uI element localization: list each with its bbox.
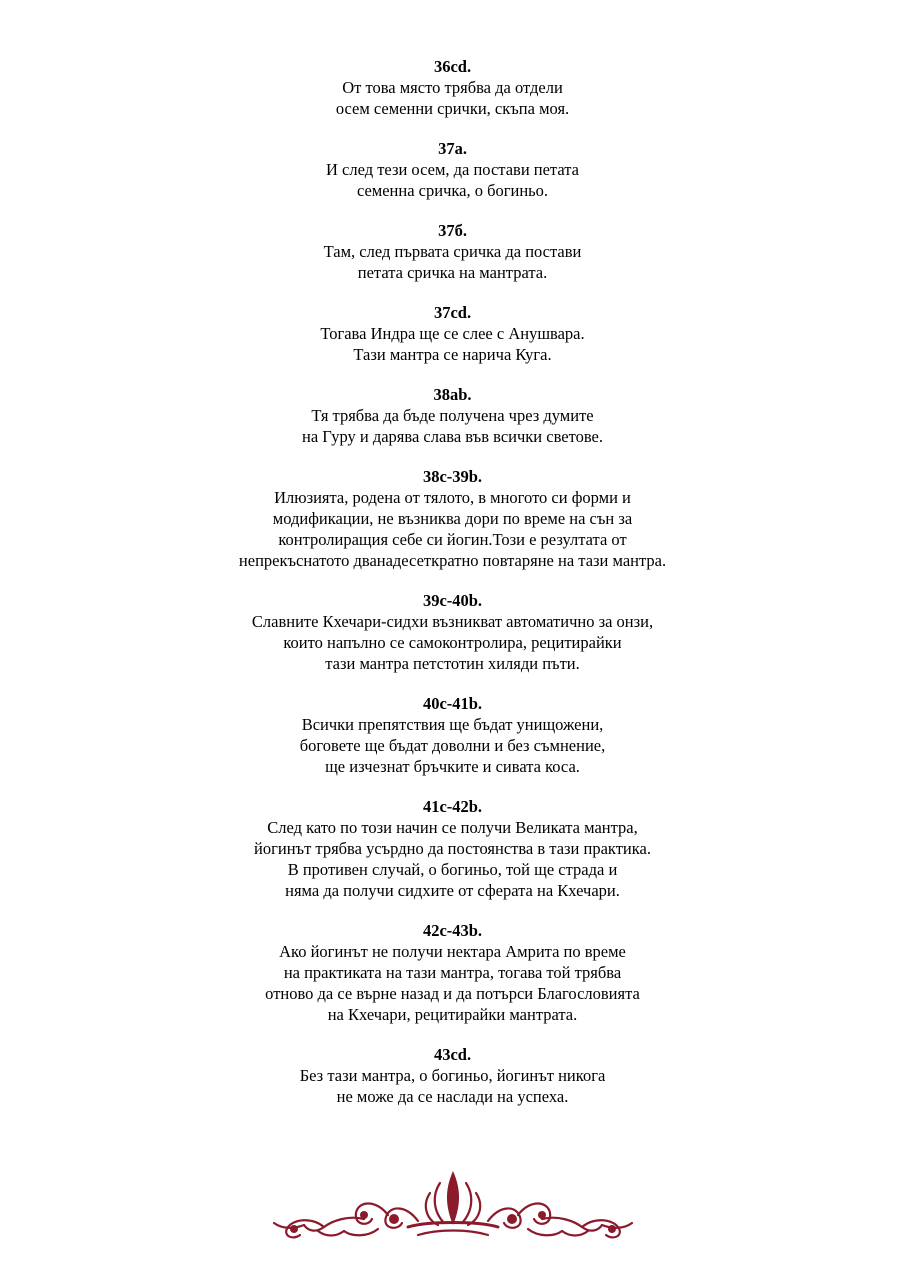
verse-number: 40c-41b. <box>422 694 483 713</box>
verse-line: няма да получи сидхите от сферата на Кхечари. <box>285 881 620 900</box>
verse-number: 37cd. <box>433 303 472 322</box>
verse-line: контролиращия себе си йогин.Този е резултата от <box>278 530 627 549</box>
verse-line: Всички препятствия ще бъдат унищожени, <box>301 715 604 734</box>
verse-number: 39c-40b. <box>422 591 483 610</box>
verse-line: на Кхечари, рецитирайки мантрата. <box>327 1005 578 1024</box>
verse-block <box>0 138 905 201</box>
verse-line: Ако йогинът не получи нектара Амрита по време <box>279 942 626 961</box>
verse-line: тази мантра петстотин хиляди пъти. <box>325 654 580 673</box>
verse-number: 38c-39b. <box>422 467 483 486</box>
verse-block <box>0 920 905 1025</box>
verse-line: Славните Кхечари-сидхи възникват автоматично за онзи, <box>251 612 654 631</box>
verse-number: 43cd. <box>433 1045 472 1064</box>
verse-line: модификации, не възниква дори по време на сън за <box>272 509 633 528</box>
verse-line: И след тези осем, да постави петата <box>326 160 579 179</box>
verse-number: 37a. <box>438 139 467 158</box>
verse-line: боговете ще бъдат доволни и без съмнение, <box>299 736 606 755</box>
verse-line: ще изчезнат бръчките и сивата коса. <box>325 757 580 776</box>
verse-number: 38ab. <box>433 385 472 404</box>
verse-list <box>0 56 905 1126</box>
verse-block <box>0 796 905 901</box>
verse-line: на Гуру и дарява слава във всички светове. <box>302 427 603 446</box>
verse-line: отново да се върне назад и да потърси Благословията <box>265 984 640 1003</box>
verse-line: непрекъснатото дванадесеткратно повтаряне на тази мантра. <box>238 551 667 570</box>
verse-number: 42c-43b. <box>422 921 483 940</box>
verse-line: петата сричка на мантрата. <box>357 263 548 282</box>
verse-line: Там, след първата сричка да постави <box>323 242 582 261</box>
verse-line: йогинът трябва усърдно да постоянства в тази практика. <box>254 839 651 858</box>
verse-line: Без тази мантра, о богиньо, йогинът никога <box>299 1066 606 1085</box>
verse-block <box>0 56 905 119</box>
verse-line: осем семенни срички, скъпа моя. <box>335 99 570 118</box>
verse-line: които напълно се самоконтролира, рецитирайки <box>283 633 622 652</box>
verse-line: не може да се наслади на успеха. <box>336 1087 569 1106</box>
floral-divider-icon <box>268 1165 638 1245</box>
verse-block <box>0 302 905 365</box>
verse-line: Илюзията, родена от тялото, в многото си форми и <box>274 488 631 507</box>
verse-line: Тази мантра се нарича Куга. <box>353 345 552 364</box>
verse-block <box>0 466 905 571</box>
verse-line: Тя трябва да бъде получена чрез думите <box>311 406 594 425</box>
verse-number: 37б. <box>438 221 467 240</box>
verse-block <box>0 384 905 447</box>
verse-line: семенна сричка, о богиньо. <box>356 181 549 200</box>
verse-number: 36cd. <box>433 57 472 76</box>
verse-block <box>0 693 905 777</box>
verse-line: От това място трябва да отдели <box>342 78 563 97</box>
verse-line: Тогава Индра ще се слее с Анушвара. <box>320 324 585 343</box>
verse-number: 41c-42b. <box>422 797 483 816</box>
verse-line: на практиката на тази мантра, тогава той трябва <box>283 963 622 982</box>
verse-line: След като по този начин се получи Великата мантра, <box>267 818 638 837</box>
verse-line: В противен случай, о богиньо, той ще страда и <box>287 860 618 879</box>
verse-block <box>0 1044 905 1107</box>
verse-block <box>0 590 905 674</box>
verse-block <box>0 220 905 283</box>
